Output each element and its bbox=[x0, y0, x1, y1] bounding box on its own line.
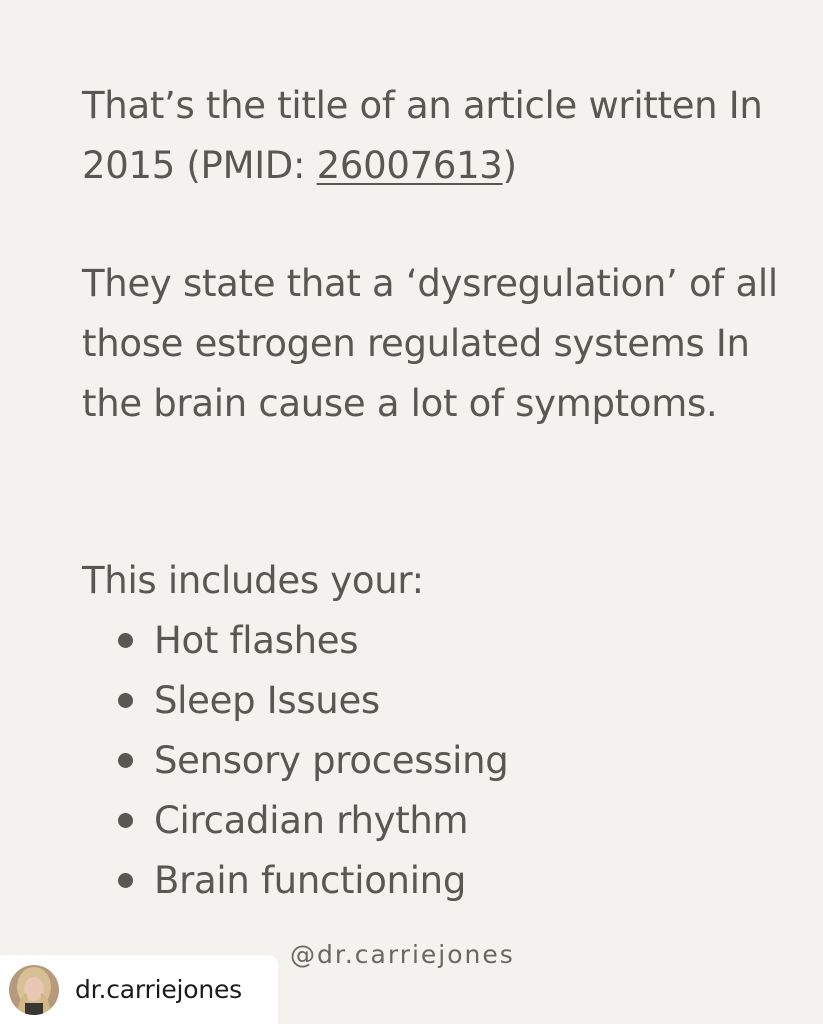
symptom-list bbox=[112, 611, 508, 911]
symptom-label: Circadian rhythm bbox=[154, 799, 469, 842]
bullet-icon bbox=[118, 873, 133, 888]
list-item bbox=[112, 851, 508, 911]
avatar[interactable] bbox=[9, 965, 59, 1015]
repost-attribution[interactable] bbox=[0, 955, 278, 1024]
intro-paragraph bbox=[82, 76, 782, 196]
bullet-icon bbox=[118, 753, 133, 768]
bullet-icon bbox=[118, 693, 133, 708]
list-item bbox=[112, 791, 508, 851]
list-item bbox=[112, 611, 508, 671]
pmid-link[interactable]: 26007613 bbox=[316, 144, 503, 187]
symptom-label: Sensory processing bbox=[154, 739, 509, 782]
symptom-label: Hot flashes bbox=[154, 619, 359, 662]
bullet-icon bbox=[118, 813, 133, 828]
list-intro: This includes your: bbox=[82, 559, 424, 602]
symptom-label: Sleep Issues bbox=[154, 679, 380, 722]
username-link[interactable]: dr.carriejones bbox=[75, 975, 242, 1004]
avatar-image bbox=[9, 965, 59, 1015]
intro-close-paren: ) bbox=[502, 144, 517, 187]
symptom-label: Brain functioning bbox=[154, 859, 467, 902]
watermark-handle: @dr.carriejones bbox=[290, 940, 515, 969]
list-item bbox=[112, 731, 508, 791]
dysregulation-paragraph: They state that a ‘dysregulation’ of all those estrogen regulated systems In the brain cause a lot of symptoms. bbox=[82, 262, 778, 425]
bullet-icon bbox=[118, 633, 133, 648]
intro-text: That’s the title of an article written In 2015 (PMID: bbox=[82, 84, 763, 187]
list-item bbox=[112, 671, 508, 731]
